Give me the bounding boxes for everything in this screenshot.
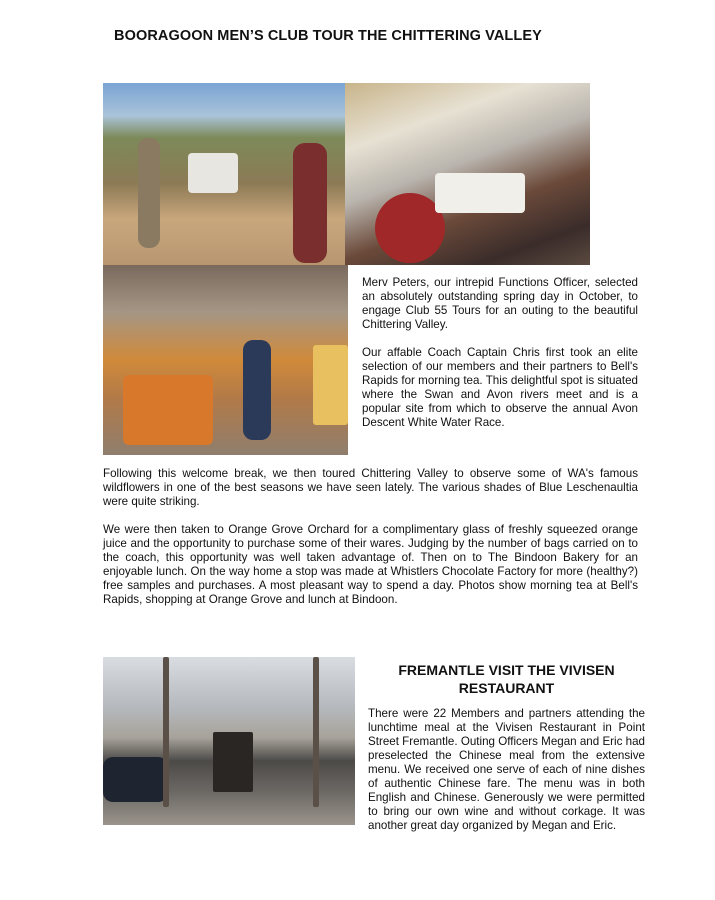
article-title: BOORAGOON MEN’S CLUB TOUR THE CHITTERING VALLEY — [114, 28, 542, 44]
photo-morning-tea-bells-rapids — [103, 83, 345, 265]
paragraph: There were 22 Members and partners attending the lunchtime meal at the Vivisen Restaurant in Point Street Fremantle. Outing Officers Megan and Eric had preselected the Chinese meal from the extensive menu. We received one serve of each of nine dishes of authentic Chinese fare. The menu was in both English and Chinese. Generously we were permitted to bring our own wine and without corkage. It was another great day organized by Megan and Eric. — [368, 707, 645, 832]
article-title: FREMANTLE VISIT THE VIVISEN RESTAURANT — [398, 662, 615, 696]
photo-lunch-bindoon — [345, 83, 590, 265]
paragraph: Our affable Coach Captain Chris first took an elite selection of our members and their partners to Bell's Rapids for morning tea. This delightful spot is situated where the Swan and Avon rivers meet and is a popular site from which to observe the annual Avon Descent White Water Race. — [362, 346, 638, 429]
article-body — [103, 467, 638, 607]
paragraph: We were then taken to Orange Grove Orchard for a complimentary glass of freshly squeezed orange juice and the opportunity to purchase some of their wares. Judging by the number of bags carried on to the coach, this opportunity was well taken advantage of. Then on to The Bindoon Bakery for an enjoyable lunch. On the way home a stop was made at Whistlers Chocolate Factory for more (healthy?) free samples and purchases. A most pleasant way to spend a day. Photos show morning tea at Bell's Rapids, shopping at Orange Grove and lunch at Bindoon. — [103, 523, 638, 606]
article-body — [368, 707, 645, 833]
article-intro — [362, 276, 638, 430]
paragraph: Merv Peters, our intrepid Functions Officer, selected an absolutely outstanding spring day in October, to engage Club 55 Tours for an outing to the beautiful Chittering Valley. — [362, 276, 638, 331]
photo-shopping-orange-grove — [103, 265, 348, 455]
paragraph: Following this welcome break, we then toured Chittering Valley to observe some of WA's famous wildflowers in one of the best seasons we have seen lately. The various shades of Blue Leschenaultia were quite striking. — [103, 467, 638, 508]
photo-vivisen-restaurant — [103, 657, 355, 825]
